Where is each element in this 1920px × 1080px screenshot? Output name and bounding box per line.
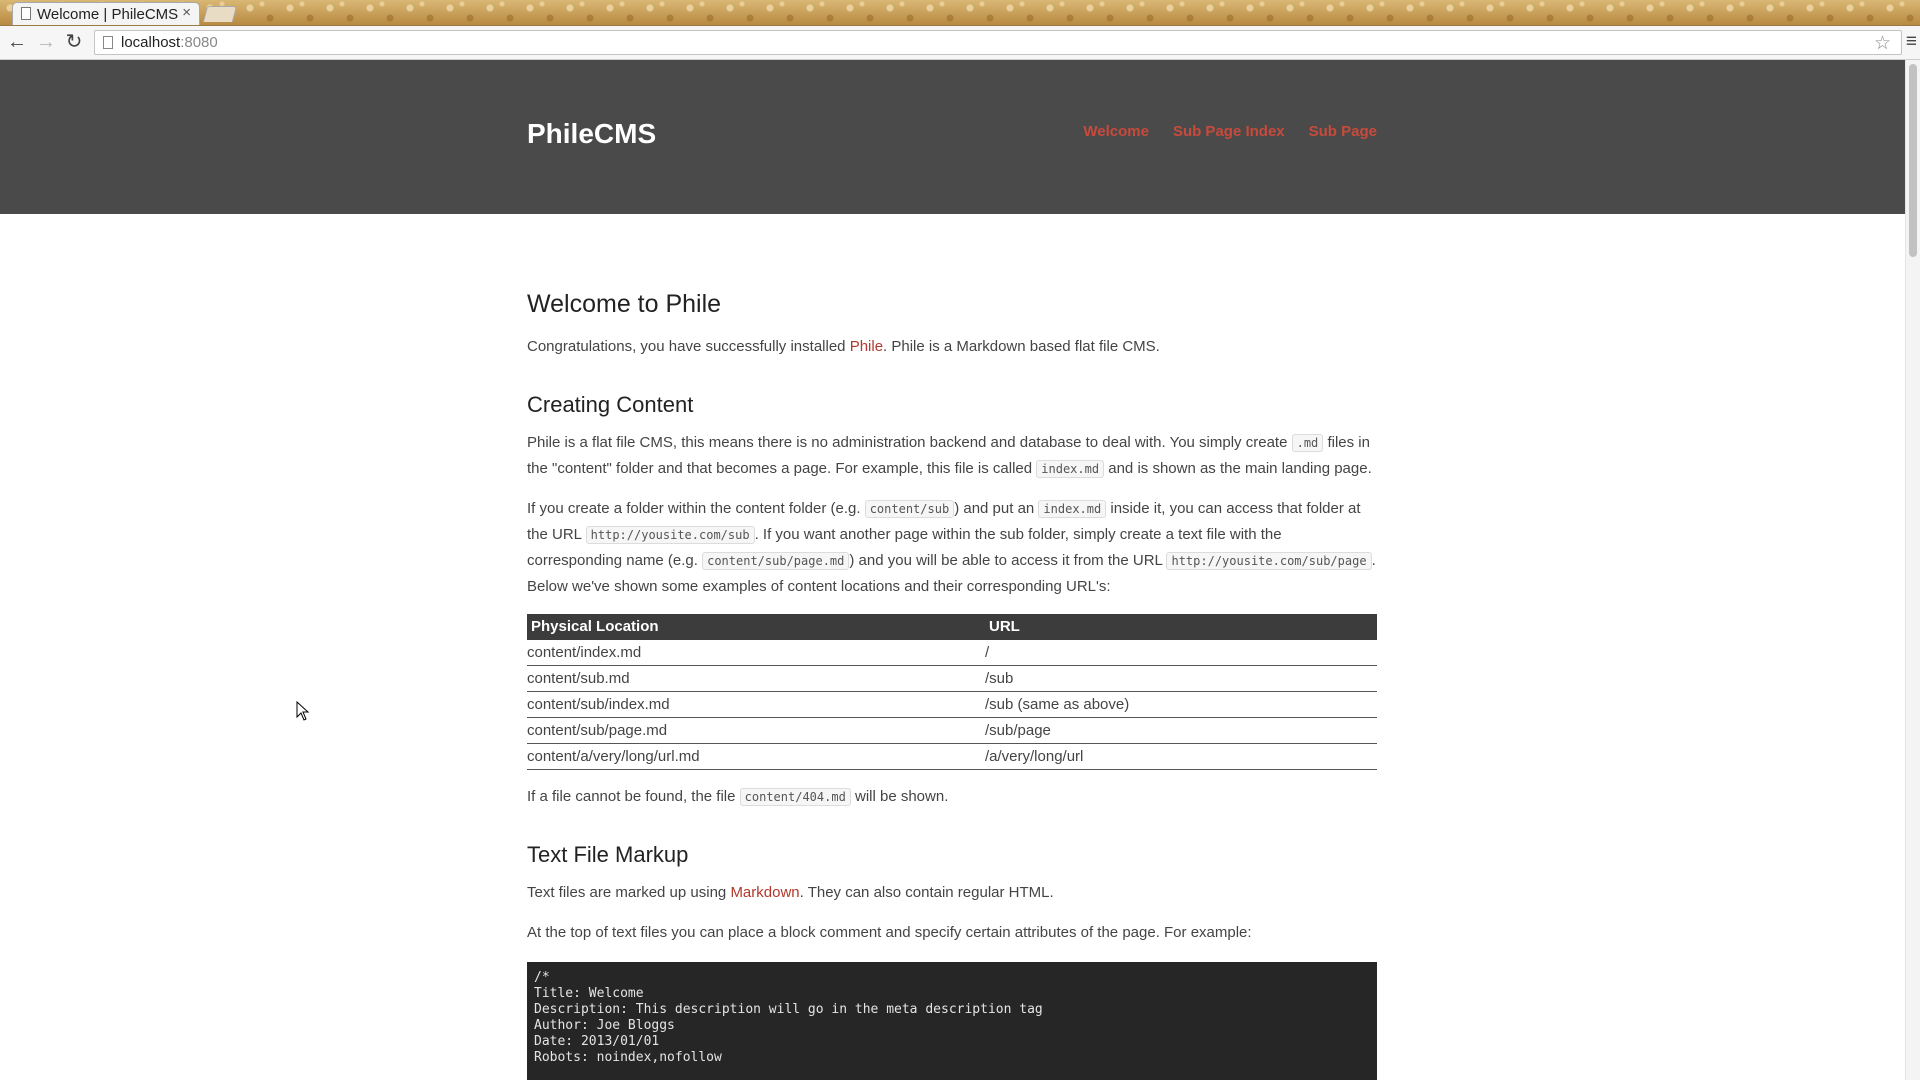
- mouse-cursor-icon: [296, 701, 310, 721]
- back-arrow-icon[interactable]: ←: [7, 31, 27, 53]
- table-cell: /sub (same as above): [985, 692, 1377, 718]
- browser-menu-icon[interactable]: ≡: [1905, 31, 1917, 52]
- site-header: [0, 60, 1905, 214]
- phile-link[interactable]: Phile: [849, 338, 884, 355]
- column-header: Physical Location: [527, 614, 985, 640]
- table-cell: /: [985, 640, 1377, 666]
- table-cell: content/sub/page.md: [527, 718, 985, 744]
- tab-title: Welcome | PhileCMS: [37, 6, 179, 23]
- scroll-thumb[interactable]: [1909, 64, 1917, 257]
- page-icon: [21, 7, 31, 20]
- new-tab-button[interactable]: [203, 6, 237, 22]
- vertical-scrollbar[interactable]: [1905, 60, 1920, 1080]
- inline-code: index.md: [1036, 460, 1104, 478]
- inline-code: http://yousite.com/sub/page: [1166, 552, 1371, 570]
- table-cell: /sub/page: [985, 718, 1377, 744]
- table-row: [527, 640, 1377, 666]
- table-row: [527, 744, 1377, 770]
- main-content: [527, 288, 1377, 1080]
- url-text: [121, 34, 218, 51]
- url-mapping-table: [527, 614, 1377, 770]
- creating-paragraph-2: If you create a folder within the content folder (e.g. content/sub ) and put an index.md inside it, you can access that folder at the URL http://yousite.com/sub . If you want another page within the sub folder, simply create a text file with the corresponding name (e.g. content/sub/page.md ) and you will be able to access it from the URL http://yousite.com/sub/page . Below we've shown some examples of content locations and their corresponding URL's:: [527, 500, 1376, 595]
- site-logo[interactable]: PhileCMS: [527, 118, 657, 149]
- markup-paragraph-1: Text files are marked up using Markdown. They can also contain regular HTML.: [527, 884, 1054, 901]
- heading-creating-content: Creating Content: [527, 392, 694, 417]
- code-block: /* Title: Welcome Description: This description will go in the meta description tag Author: Joe Bloggs Date: 2013/01/01 Robots: noindex,nofollow: [527, 962, 1377, 1080]
- nav-welcome[interactable]: Welcome: [1083, 123, 1149, 140]
- markdown-link[interactable]: Markdown: [730, 884, 800, 901]
- reload-icon[interactable]: ↻: [65, 31, 83, 53]
- inline-code: content/sub/page.md: [702, 552, 849, 570]
- table-cell: /sub: [985, 666, 1377, 692]
- tab-welcome[interactable]: [12, 2, 200, 25]
- table-cell: /a/very/long/url: [985, 744, 1377, 770]
- column-header: URL: [985, 614, 1377, 640]
- table-cell: content/a/very/long/url.md: [527, 744, 985, 770]
- table-cell: content/index.md: [527, 640, 985, 666]
- inline-code: index.md: [1038, 500, 1106, 518]
- url-host: localhost: [121, 34, 181, 51]
- browser-toolbar: [0, 26, 1920, 60]
- markup-paragraph-2: At the top of text files you can place a block comment and specify certain attributes of the page. For example:: [527, 924, 1252, 941]
- nav-sub-page[interactable]: Sub Page: [1308, 123, 1377, 140]
- bookmark-star-icon[interactable]: ☆: [1873, 33, 1891, 54]
- creating-paragraph-1: Phile is a flat file CMS, this means there is no administration backend and database to deal with. You simply create .md files in the "content" folder and that becomes a page. For example, this file is called index.md and is shown as the main landing page.: [527, 434, 1372, 477]
- forward-arrow-icon[interactable]: →: [36, 31, 56, 53]
- url-port: :8080: [180, 34, 218, 51]
- table-row: [527, 692, 1377, 718]
- page-viewport: [0, 60, 1905, 1080]
- intro-paragraph: Congratulations, you have successfully installed Phile. Phile is a Markdown based flat file CMS.: [527, 338, 1160, 355]
- tab-strip: [0, 0, 1920, 26]
- heading-text-file-markup: Text File Markup: [527, 842, 689, 867]
- nav-sub-page-index[interactable]: Sub Page Index: [1172, 123, 1285, 140]
- site-nav: [1083, 123, 1377, 140]
- table-header-row: [527, 614, 1377, 640]
- inline-code: http://yousite.com/sub: [586, 526, 755, 544]
- page-icon: [103, 36, 113, 49]
- page-title: Welcome to Phile: [527, 290, 722, 318]
- table-row: [527, 666, 1377, 692]
- inline-code: content/sub: [865, 500, 954, 518]
- table-cell: content/sub/index.md: [527, 692, 985, 718]
- inline-code: content/404.md: [740, 788, 851, 806]
- table-cell: content/sub.md: [527, 666, 985, 692]
- inline-code: .md: [1292, 434, 1324, 452]
- close-tab-icon[interactable]: ×: [182, 4, 191, 21]
- address-bar[interactable]: [94, 30, 1902, 55]
- table-row: [527, 718, 1377, 744]
- not-found-paragraph: If a file cannot be found, the file content/404.md will be shown.: [527, 788, 949, 805]
